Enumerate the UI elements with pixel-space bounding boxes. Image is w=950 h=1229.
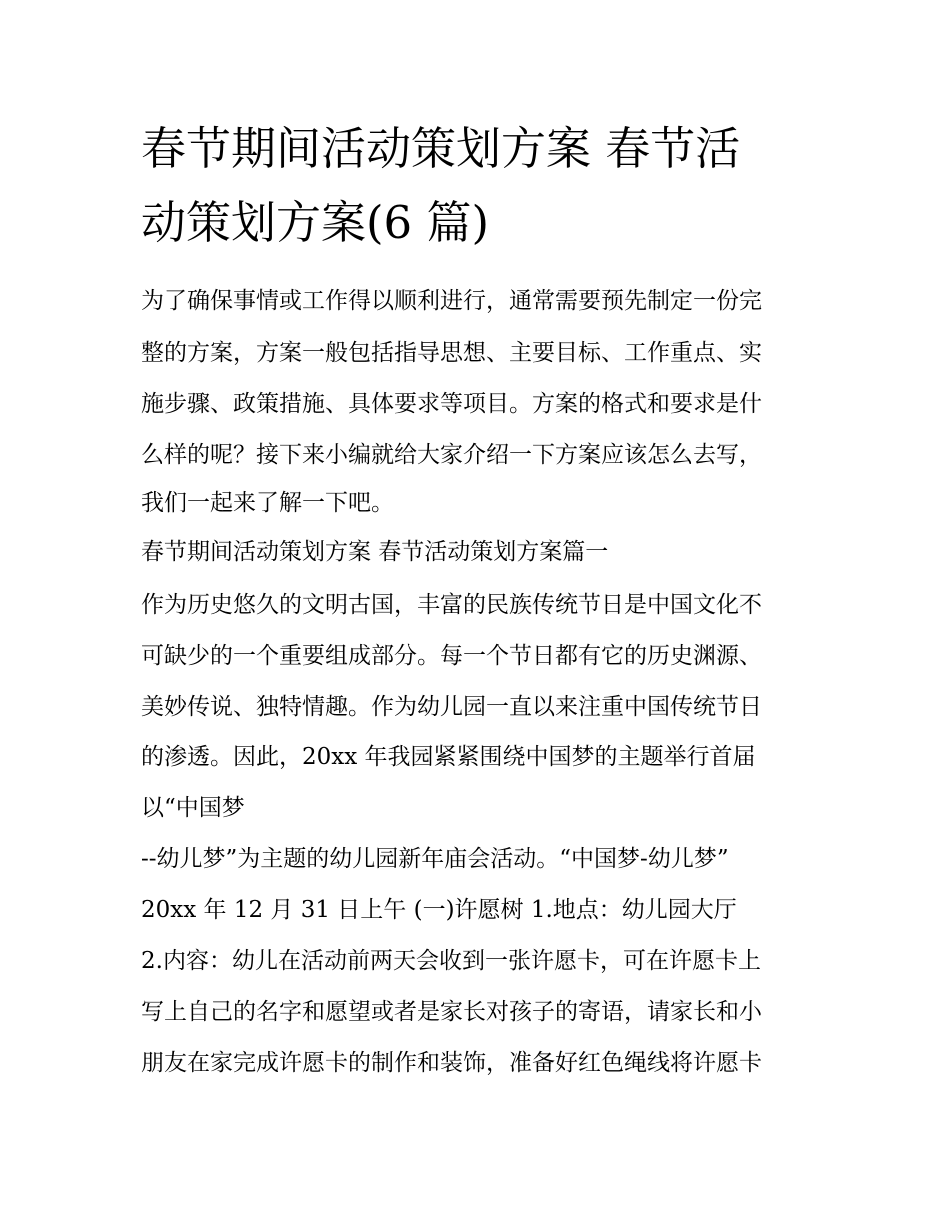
body-line-1: 作为历史悠久的文明古国，丰富的民族传统节日是中国文化不	[141, 592, 762, 618]
body-line-4: 的渗透。因此，20xx 年我园紧紧围绕中国梦的主题举行首届	[141, 744, 756, 770]
title-line-2: 动策划方案(6 篇)	[141, 196, 490, 249]
body-line-10: 朋友在家完成许愿卡的制作和装饰，准备好红色绳线将许愿卡	[141, 1050, 762, 1076]
intro-line-2: 整的方案，方案一般包括指导思想、主要目标、工作重点、实	[141, 340, 762, 366]
body-line-5: 以“中国梦	[141, 795, 245, 821]
intro-line-3: 施步骤、政策措施、具体要求等项目。方案的格式和要求是什	[141, 391, 762, 417]
section-heading: 春节期间活动策划方案 春节活动策划方案篇一	[141, 539, 609, 565]
body-line-3: 美妙传说、独特情趣。作为幼儿园一直以来注重中国传统节日	[141, 694, 762, 720]
body-line-7: 20xx 年 12 月 31 日上午 (一)许愿树 1.地点：幼儿园大厅	[141, 897, 737, 923]
body-line-2: 可缺少的一个重要组成部分。每一个节日都有它的历史渊源、	[141, 643, 762, 669]
intro-line-1: 为了确保事情或工作得以顺利进行，通常需要预先制定一份完	[141, 288, 762, 314]
intro-line-4: 么样的呢？接下来小编就给大家介绍一下方案应该怎么去写，	[141, 442, 762, 468]
body-line-8: 2.内容：幼儿在活动前两天会收到一张许愿卡，可在许愿卡上	[141, 948, 761, 974]
body-line-6: --幼儿梦”为主题的幼儿园新年庙会活动。“中国梦-幼儿梦”	[141, 846, 729, 872]
document-title	[141, 112, 811, 260]
intro-line-5: 我们一起来了解一下吧。	[141, 490, 394, 516]
title-line-1: 春节期间活动策划方案 春节活	[141, 122, 741, 175]
body-line-9: 写上自己的名字和愿望或者是家长对孩子的寄语，请家长和小	[141, 999, 762, 1025]
